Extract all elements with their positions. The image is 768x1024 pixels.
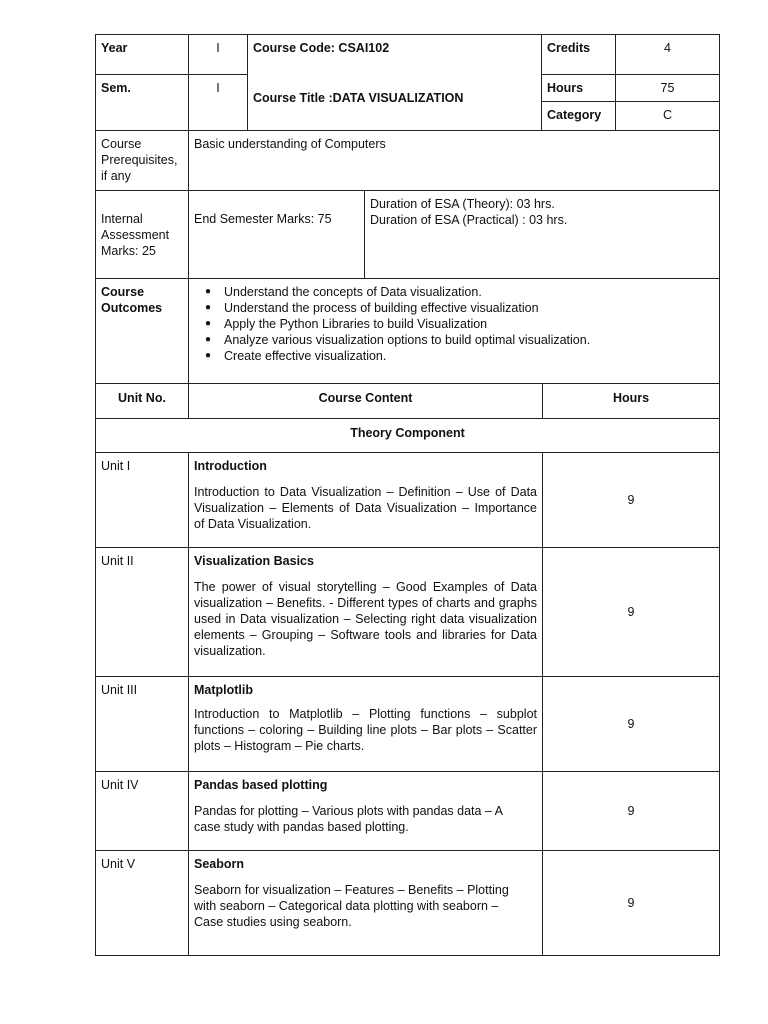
unit-hours: 9 (627, 605, 635, 619)
unit-content (188, 547, 543, 677)
duration-theory: Duration of ESA (Theory): 03 hrs. (370, 197, 555, 211)
course-outcomes-cell (188, 278, 720, 384)
unit-label: Unit IV (95, 771, 189, 851)
sem-value: I (188, 74, 248, 131)
course-content-header: Course Content (188, 383, 543, 419)
unit-title: Matplotlib (194, 683, 254, 697)
end-semester-marks: End Semester Marks: 75 (188, 190, 365, 279)
unit-hours: 9 (627, 896, 635, 910)
duration-practical: Duration of ESA (Practical) : 03 hrs. (370, 213, 568, 227)
credits-value: 4 (615, 34, 720, 75)
hours-label: Hours (541, 74, 616, 102)
internal-assessment-marks: Internal Assessment Marks: 25 (101, 211, 170, 258)
unit-content (188, 771, 543, 851)
unit-hours-cell (542, 676, 720, 772)
unit-body: Pandas for plotting – Various plots with pandas data – A case study with pandas based plotting. (194, 804, 503, 834)
unit-content (188, 850, 543, 956)
hours-value: 75 (615, 74, 720, 102)
year-label: Year (95, 34, 189, 75)
outcome-item: ● Apply the Python Libraries to build Visualization (224, 316, 714, 332)
outcome-item: ● Analyze various visualization options to build optimal visualization. (224, 332, 714, 348)
credits-label: Credits (541, 34, 616, 75)
course-code-title-cell (247, 34, 542, 131)
unit-label: Unit III (95, 676, 189, 772)
course-outcomes-list (194, 284, 714, 364)
unit-hours-cell (542, 452, 720, 548)
outcome-item: ● Create effective visualization. (224, 348, 714, 364)
prerequisites-label: Course Prerequisites, if any (95, 130, 189, 191)
category-label: Category (541, 101, 616, 131)
theory-component-title: Theory Component (95, 418, 720, 453)
sem-label: Sem. (95, 74, 189, 131)
unit-content (188, 452, 543, 548)
unit-title: Visualization Basics (194, 554, 314, 568)
unit-no-header: Unit No. (95, 383, 189, 419)
outcome-item: ● Understand the concepts of Data visualization. (224, 284, 714, 300)
unit-title: Pandas based plotting (194, 778, 328, 792)
unit-hours-cell (542, 547, 720, 677)
course-code: Course Code: CSAI102 (253, 41, 390, 55)
prerequisites-value: Basic understanding of Computers (188, 130, 720, 191)
course-outcomes-label: Course Outcomes (95, 278, 189, 384)
unit-body: Seaborn for visualization – Features – Benefits – Plotting with seaborn – Categorical data plotting with seaborn – Case studies using seaborn. (194, 883, 509, 929)
unit-hours: 9 (627, 493, 635, 507)
year-value: I (188, 34, 248, 75)
unit-label: Unit I (95, 452, 189, 548)
outcome-item: ● Understand the process of building effective visualization (224, 300, 714, 316)
unit-title: Seaborn (194, 857, 245, 871)
unit-hours-cell (542, 850, 720, 956)
unit-content (188, 676, 543, 772)
unit-label: Unit II (95, 547, 189, 677)
unit-body: The power of visual storytelling – Good Examples of Data visualization – Benefits. - Different types of charts and graphs used in Data visualization – Selecting right data visualization elements – Grouping – Software tools and libraries for Data visualization. (194, 580, 537, 658)
internal-assessment-cell (95, 190, 189, 279)
unit-label: Unit V (95, 850, 189, 956)
unit-body: Introduction to Data Visualization – Definition – Use of Data Visualization – Elements of Data Visualization – Importance of Data Visualization. (194, 485, 537, 531)
unit-title: Introduction (194, 459, 267, 473)
duration-cell (364, 190, 720, 279)
unit-hours: 9 (627, 804, 635, 818)
unit-body: Introduction to Matplotlib – Plotting functions – subplot functions – coloring – Building line plots – Bar plots – Scatter plots – Histogram – Pie charts. (194, 707, 537, 753)
course-title: Course Title :DATA VISUALIZATION (253, 91, 464, 105)
unit-hours: 9 (627, 717, 635, 731)
category-value: C (615, 101, 720, 131)
hours-header: Hours (542, 383, 720, 419)
unit-hours-cell (542, 771, 720, 851)
